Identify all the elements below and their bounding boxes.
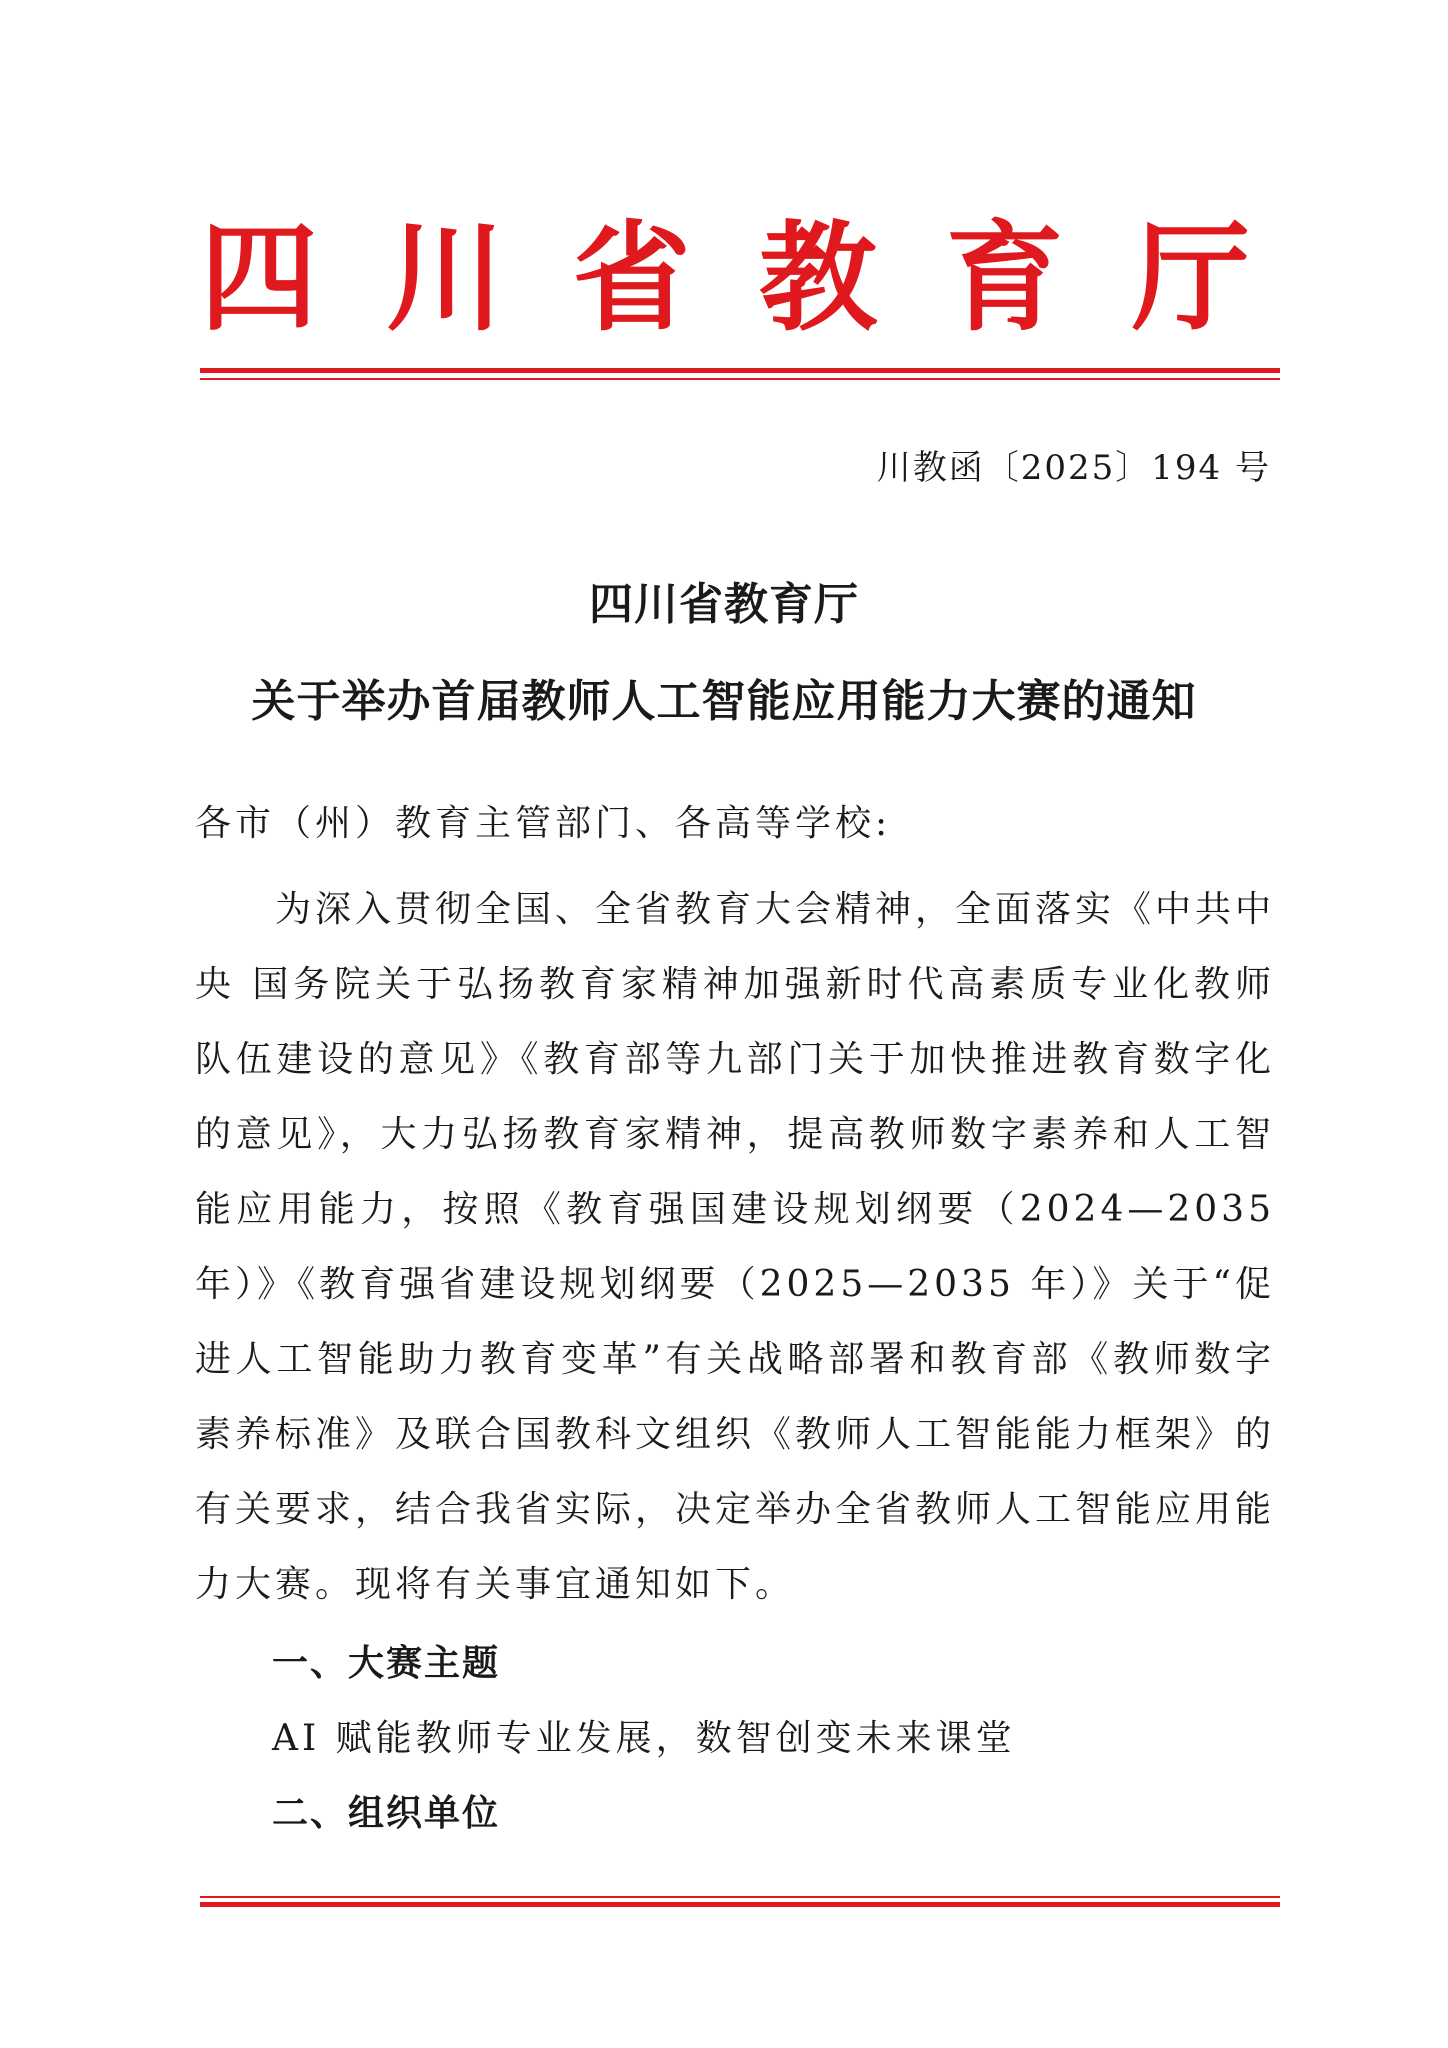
masthead-char: 厅 (1131, 209, 1250, 347)
footer-rule-thin (200, 1896, 1280, 1898)
masthead-char: 四 (200, 209, 319, 347)
document-title-line1: 四川省教育厅 (589, 579, 859, 630)
masthead-rule-thin (200, 378, 1280, 380)
body-paragraph: 为深入贯彻全国、全省教育大会精神，全面落实《中共中央 国务院关于弘扬教育家精神加强新时代高素质专业化教师队伍建设的意见》《教育部等九部门关于加快推进教育数字化的意见》，大力弘扬教育家精神，提高教师数字素养和人工智能应用能力，按照《教育强国建设规划纲要（2024—2035 年）》《教育强省建设规划纲要（2025—2035 年）》关于“促进人工智能助力教育变革”有关战略部署和教育部《教师数字素养标准》及联合国教科文组织《教师人工智能能力框架》的有关要求，结合我省实际，决定举办全省教师人工智能应用能力大赛。现将有关事宜通知如下。 (195, 889, 1276, 1605)
theme-text: AI 赋能教师专业发展，数智创变未来课堂 (272, 1718, 1016, 1759)
masthead-rule-thick (200, 368, 1280, 373)
masthead-char: 省 (572, 209, 691, 347)
document-number: 川教函〔2025〕194 号 (876, 448, 1271, 488)
document-title-line2: 关于举办首届教师人工智能应用能力大赛的通知 (251, 676, 1197, 727)
masthead-char: 育 (945, 209, 1064, 347)
salutation: 各市（州）教育主管部门、各高等学校: (195, 803, 892, 844)
section-heading-theme: 一、大赛主题 (272, 1643, 501, 1684)
issuer-masthead (200, 208, 1250, 348)
footer-rule-thick (200, 1902, 1280, 1907)
masthead-char: 教 (759, 209, 878, 347)
masthead-char: 川 (386, 209, 505, 347)
section-heading-organizers: 二、组织单位 (272, 1793, 501, 1834)
